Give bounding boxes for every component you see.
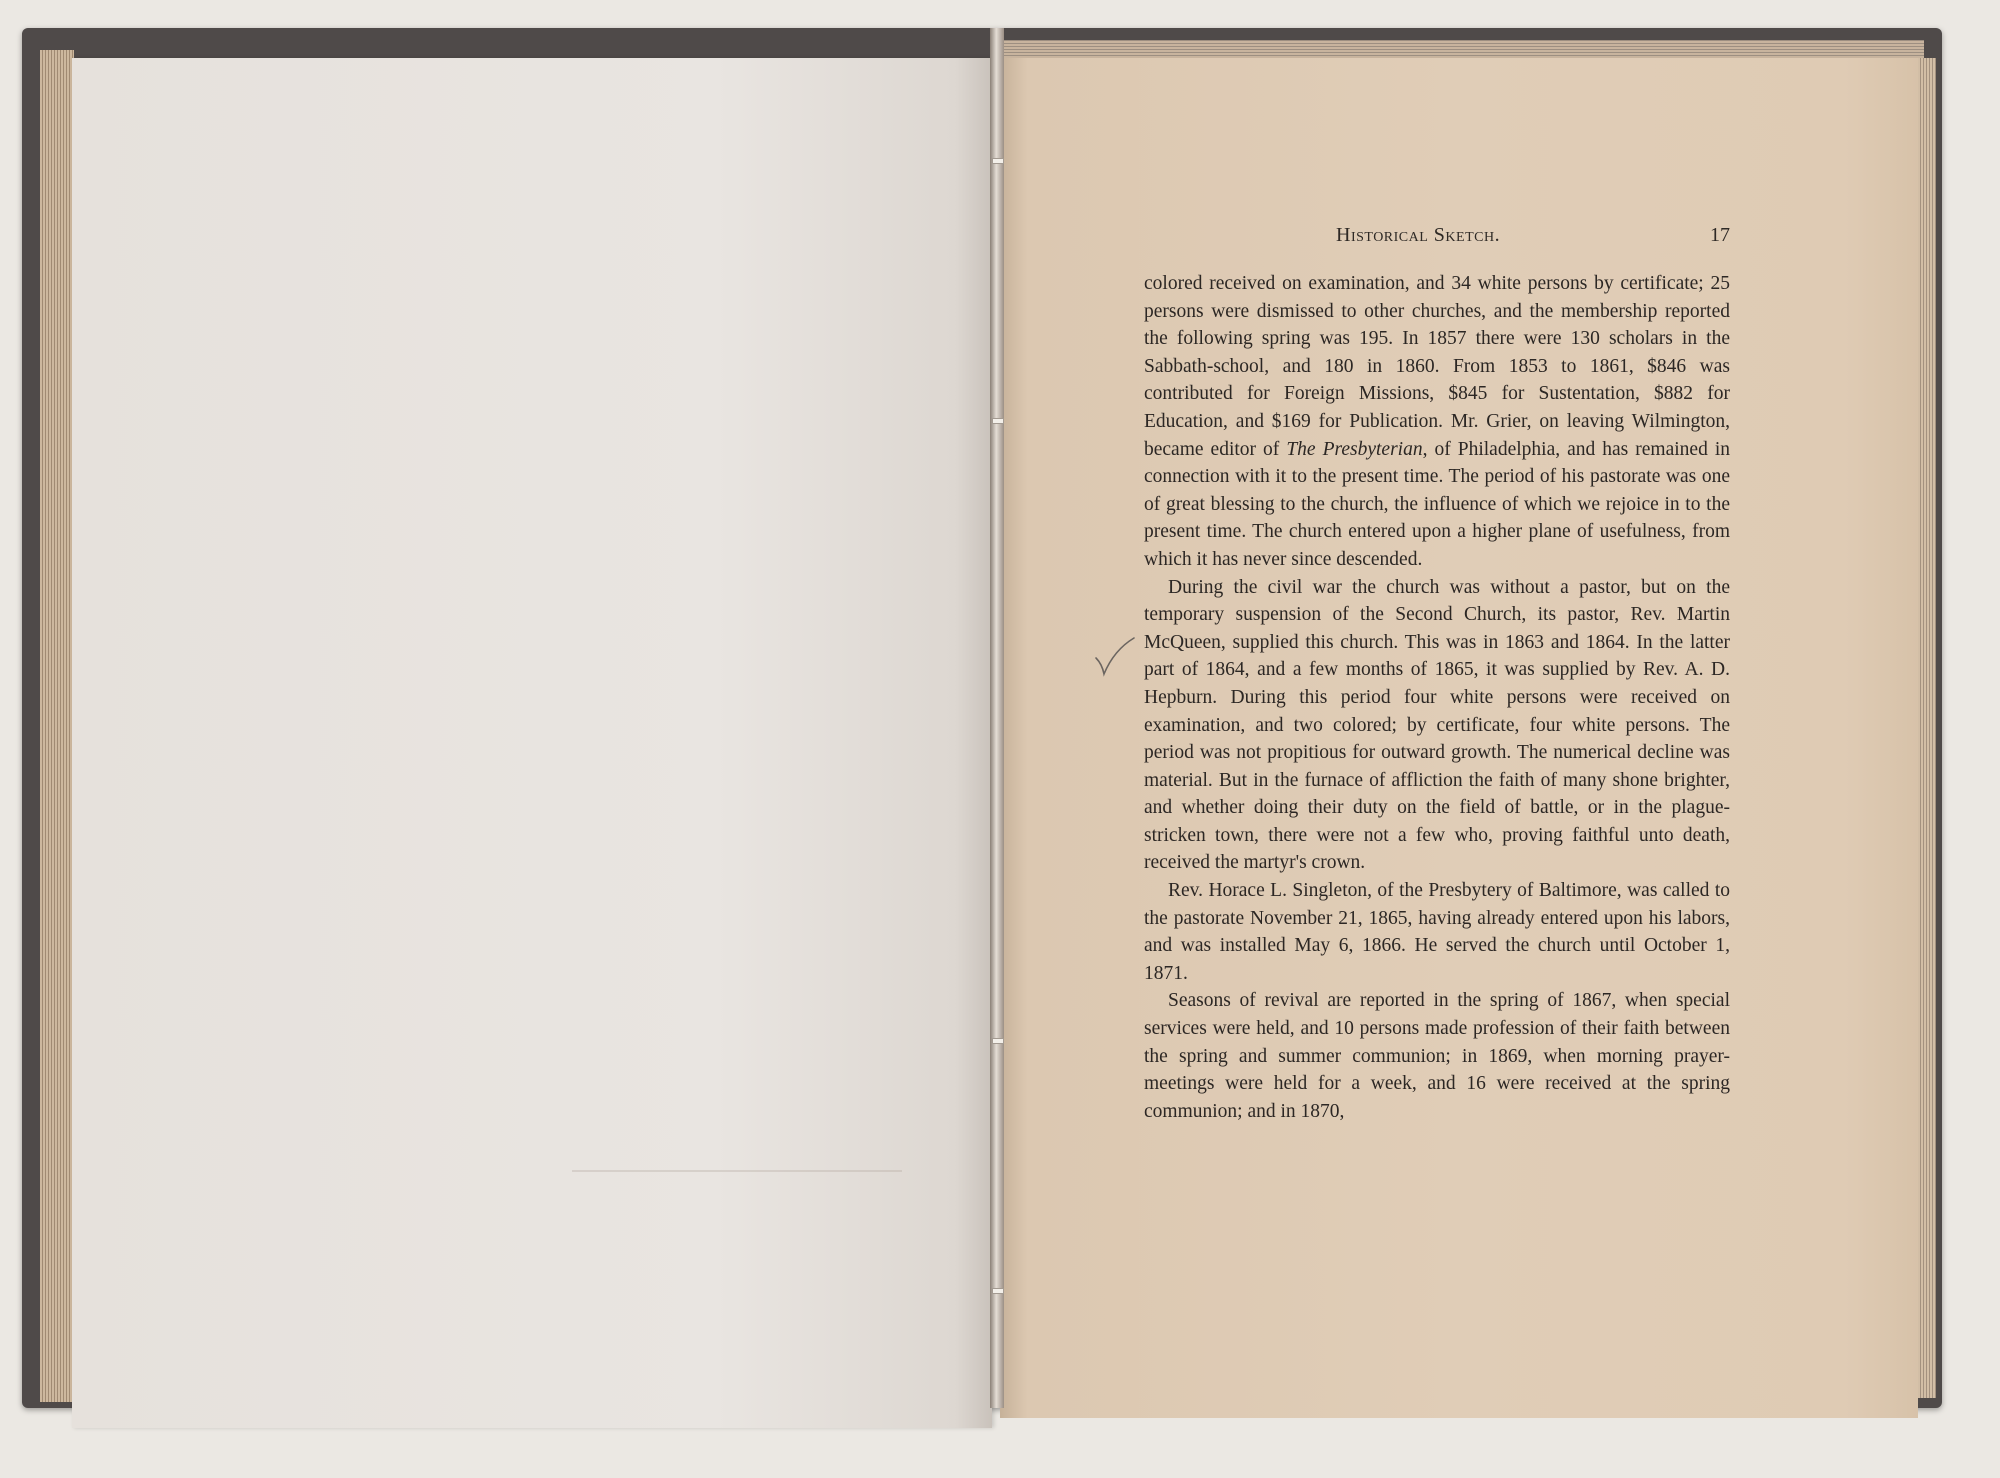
- checkmark-icon: [1092, 636, 1136, 680]
- paragraph: [1144, 270, 1730, 574]
- show-through-mark: [572, 1170, 902, 1172]
- binding-stitch: [992, 418, 1004, 424]
- binding-stitch: [992, 158, 1004, 164]
- top-page-edges: [1004, 40, 1924, 60]
- paragraph: Seasons of revival are reported in the spring of 1867, when special services were held, and 10 persons made profession of their faith between the spring and summer communion; in 1869, when morning prayer-meetings were held for a week, and 16 were received at the spring communion; and in 1870,: [1144, 990, 1730, 1122]
- left-page-blank: [72, 58, 992, 1428]
- running-head-title: Historical Sketch.: [1336, 224, 1501, 246]
- paragraph: During the civil war the church was without a pastor, but on the temporary suspension of the Second Church, its pastor, Rev. Martin McQueen, supplied this church. This was in 1863 and 1864. In the latter part of 1864, and a few months of 1865, it was supplied by Rev. A. D. Hepburn. During this period four white persons were received on examination, and two colored; by certificate, four white persons. The period was not propitious for outward growth. The numerical decline was material. But in the furnace of affliction the faith of many shone brighter, and whether doing their duty on the field of battle, or in the plague-stricken town, there were not a few who, proving faithful unto death, received the martyr's crown.: [1144, 576, 1730, 874]
- right-page-edges: [1918, 58, 1936, 1398]
- binding-stitch: [992, 1038, 1004, 1044]
- running-head: [1150, 222, 1730, 252]
- paragraph-text: colored received on examination, and 34 white persons by certificate; 25 persons were dismissed to other churches, and the membership reported the following spring was 195. In 1857 there were 130 scholars in the Sabbath-school, and 180 in 1860. From 1853 to 1861, $846 was contributed for Foreign Missions, $845 for Sustentation, $882 for Education, and $169 for Publication. Mr. Grier, on leaving Wilmington, became editor of: [1144, 273, 1730, 460]
- paragraph: Rev. Horace L. Singleton, of the Presbytery of Baltimore, was called to the pastorate November 21, 1865, having already entered upon his labors, and was installed May 6, 1866. He served the church until October 1, 1871.: [1144, 880, 1730, 984]
- left-page-edges: [40, 50, 74, 1402]
- binding-stitch: [992, 1288, 1004, 1294]
- paragraph-text: , of Philadelphia, and has remained in connection with it to the present time. The period of his pastorate was one of great blessing to the church, the influence of which we rejoice in to the present time. The church entered upon a higher plane of usefulness, from which it has never since descended.: [1144, 438, 1731, 570]
- book-spine: [990, 28, 1004, 1408]
- body-text: [1144, 270, 1730, 1125]
- italic-title: The Presbyterian: [1286, 438, 1423, 460]
- page-number: 17: [1710, 224, 1730, 246]
